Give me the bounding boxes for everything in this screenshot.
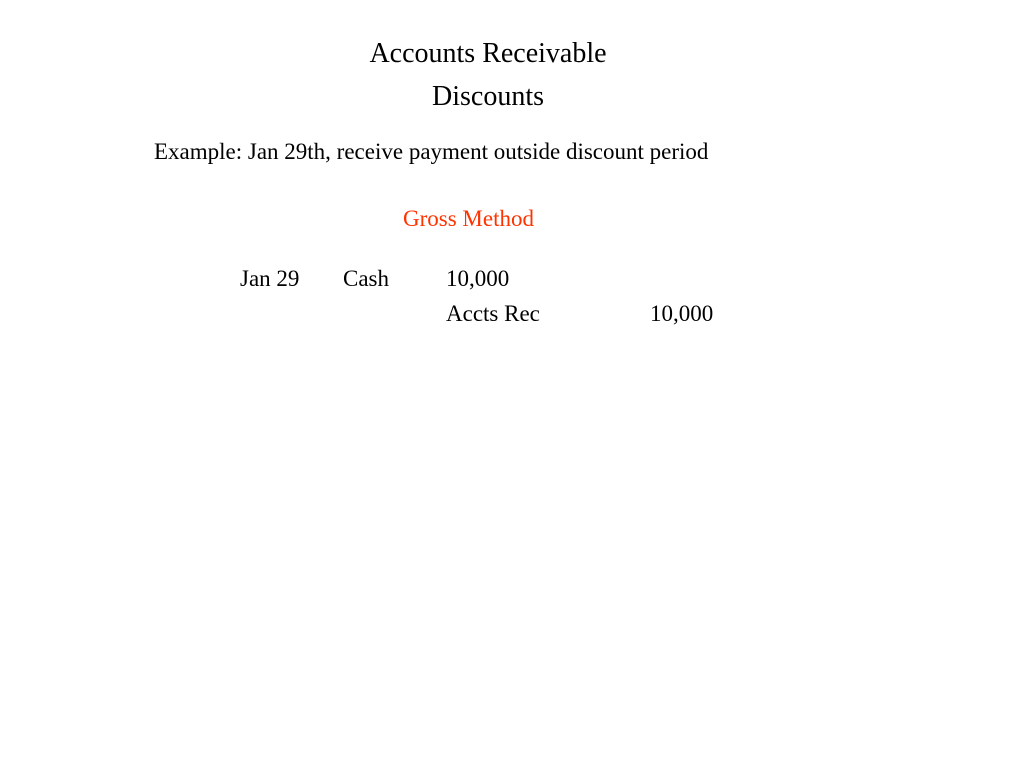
- credit-account: Accts Rec: [446, 301, 540, 326]
- debit-amount: 10,000: [446, 266, 510, 291]
- slide-subtitle: Discounts: [432, 81, 544, 112]
- debit-account: Cash: [343, 266, 389, 291]
- method-heading: Gross Method: [403, 206, 534, 231]
- entry-date: Jan 29: [240, 266, 300, 291]
- credit-amount: 10,000: [650, 301, 714, 326]
- example-text: Example: Jan 29th, receive payment outside discount period: [154, 139, 709, 164]
- slide-title: Accounts Receivable: [369, 38, 607, 69]
